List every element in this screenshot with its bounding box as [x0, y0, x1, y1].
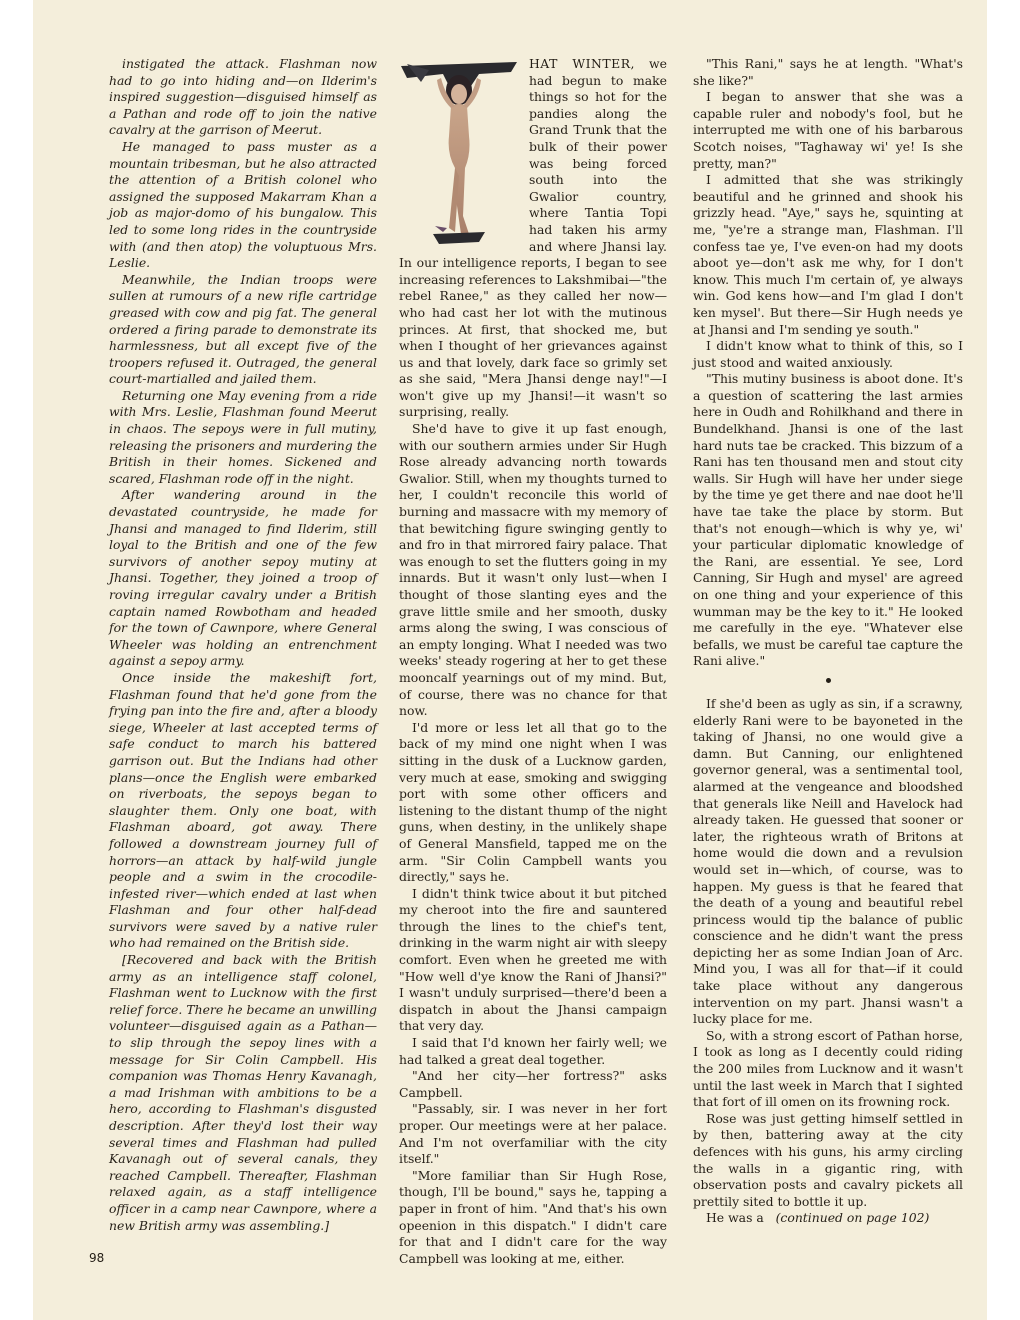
lead-text: we had begun to make things so hot for the pandies along the Grand Trunk that the bulk of their power was being forced south into the Gwalior country, where Tantia Topi had taken his army and where Jhansi lay. In our intelligence reports, I began to see increasing references to Lakshmibai—"the rebel Ranee," as they called her now—who had cast her lot with the mutinous princes. At first, that shocked me, but when I thought of her grievances against us and that lovely, dark face so grimly set as she said, "Mera Jhansi denge nay!"—I won't give up my Jhansi!—it wasn't so surprising, really.	[399, 56, 667, 420]
paragraph: I began to answer that she was a capable ruler and nobody's fool, but he interrupted me with one of his barbarous Scotch noises, "Taghaway wi' ye! Is she pretty, man?"	[693, 89, 963, 171]
paragraph: Rose was just getting himself settled in by then, battering away at the city defences with his guns, his army circling the walls in a gigantic ring, with observation posts and cavalry pickets all prettily sited to bottle it up.	[693, 1110, 963, 1209]
paragraph: Once inside the makeshift fort, Flashman found that he'd gone from the frying pan into the fire and, after a bloody siege, Wheeler at last accepted terms of safe conduct to march his battered garrison out. But the Indians had other plans—once the English were embarked on riverboats, the sepoys began to slaughter them. Only one boat, with Flashman aboard, got away. There followed a downstream journey full of horrors—an attack by half-wild jungle people and a swim in the crocodile-infested river—which ended at last when Flashman and four other half-dead survivors were saved by a native ruler who had remained on the British side.	[109, 669, 377, 951]
paragraph: instigated the attack. Flashman now had to go into hiding and—on Ilderim's inspired suggestion—disguised himself as a Pathan and rode off to join the native cavalry at the garrison of Meerut.	[109, 56, 377, 138]
final-text: He was a	[706, 1210, 764, 1226]
paragraph: "Passably, sir. I was never in her fort proper. Our meetings were at her palace. And I'm not overfamiliar with the city itself."	[399, 1101, 667, 1167]
paragraph: I didn't think twice about it but pitched my cheroot into the fire and sauntered through the lines to the chief's tent, drinking in the warm night air with sleepy comfort. Even when he greeted me with "How well d'ye know the Rani of Jhansi?" I wasn't unduly surprised—there'd been a dispatch in about the Jhansi campaign that very day.	[399, 885, 667, 1034]
paragraph: He managed to pass muster as a mountain tribesman, but he also attracted the attention of a British colonel who assigned the supposed Makarram Khan a job as major-domo of his bungalow. This led to some long rides in the countryside with (and then atop) the voluptuous Mrs. Leslie.	[109, 138, 377, 271]
paragraph: Returning one May evening from a ride with Mrs. Leslie, Flashman found Meerut in chaos. The sepoys were in full mutiny, releasing the prisoners and murdering the British in their homes. Sickened and scared, Flashman rode off in the night.	[109, 387, 377, 486]
continued-on-link[interactable]: (continued on page 102)	[775, 1210, 930, 1226]
paragraph: I said that I'd known her fairly well; we had talked a great deal together.	[399, 1035, 667, 1067]
magazine-page	[33, 0, 987, 1320]
paragraph: I didn't know what to think of this, so I just stood and waited anxiously.	[693, 338, 963, 370]
lead-small-caps: HAT WINTER,	[529, 56, 635, 71]
column-1-synopsis	[109, 56, 377, 1234]
paragraph: I admitted that she was strikingly beautiful and he grinned and shook his grizzly head. "Aye," says he, squinting at me, "ye're a strange man, Flashman. I'll confess tae ye, I've even-on had my doots aboot ye—don't ask me why, for I don't know. This much I'm certain of, ye always win. God kens how—and I'm glad I don't ken mysel'. But there—Sir Hugh needs ye at Jhansi and I'm sending ye south."	[693, 172, 963, 337]
paragraph: "And her city—her fortress?" asks Campbell.	[399, 1068, 667, 1100]
paragraph: After wandering around in the devastated countryside, he made for Jhansi and managed to find Ilderim, still loyal to the British and one of the few survivors of another sepoy mutiny at Jhansi. Together, they joined a troop of roving irregular cavalry under a British captain named Rowbotham and headed for the town of Cawnpore, where General Wheeler was holding an entrenchment against a sepoy army.	[109, 487, 377, 669]
section-break-dot	[693, 674, 963, 684]
paragraph: I'd more or less let all that go to the back of my mind one night when I was sitting in the dusk of a Lucknow garden, very much at ease, smoking and swigging port with some other officers and listening to the distant thump of the night guns, when destiny, in the unlikely shape of General Mansfield, tapped me on the arm. "Sir Colin Campbell wants you directly," says he.	[399, 719, 667, 885]
drop-cap-illustration	[399, 56, 521, 246]
paragraph: So, with a strong escort of Pathan horse, I took as long as I decently could riding the 200 miles from Lucknow and it wasn't until the last week in March that I sighted that fort of ill omen on its frowning rock.	[693, 1027, 963, 1110]
column-3	[693, 56, 963, 1227]
page-number: 98	[89, 1251, 105, 1265]
paragraph: "More familiar than Sir Hugh Rose, though, I'll be bound," says he, tapping a paper in front of him. "And that's his own opeenion in this dispatch." I didn't care for that and I didn't care for the way Campbell was looking at me, either.	[399, 1167, 667, 1266]
paragraph: "This Rani," says he at length. "What's she like?"	[693, 56, 963, 88]
paragraph: She'd have to give it up fast enough, with our southern armies under Sir Hugh Rose already advancing north towards Gwalior. Still, when my thoughts turned to her, I couldn't reconcile this world of burning and massacre with my memory of that bewitching figure swinging gently to and fro in that mirrored fairy palace. That was enough to set the flutters going in my innards. But it wasn't only lust—when I thought of those slanting eyes and the grave little smile and her smooth, dusky arms along the swing, I was conscious of an empty longing. What I needed was two weeks' steady rogering at her to get these mooncalf yearnings out of my mind. But, of course, there was no chance for that now.	[399, 421, 667, 719]
paragraph: "This mutiny business is aboot done. It's a question of scattering the last armies here in Oudh and Rohilkhand and there in Bundelkhand. Jhansi is one of the last hard nuts tae be cracked. This bizzum of a Rani has ten thousand men and stout city walls. Sir Hugh will have her under siege by the time ye get there and nae doot he'll have tae take the place by storm. But that's not enough—which is why ye, wi' your particular diplomatic knowledge of the Rani, are essential. Ye see, Lord Canning, Sir Hugh and mysel' are agreed on one thing and your experience of this wumman may be the key to it." He looked me carefully in the eye. "Whatever else befalls, we must be careful tae capture the Rani alive."	[693, 371, 963, 669]
paragraph: Meanwhile, the Indian troops were sullen at rumours of a new rifle cartridge greased with cow and pig fat. The general ordered a firing parade to demonstrate its harmlessness, but all except five of the troopers refused it. Outraged, the general court-martialled and jailed them.	[109, 271, 377, 387]
final-paragraph	[693, 1210, 963, 1227]
column-2	[399, 56, 667, 1267]
paragraph: If she'd been as ugly as sin, if a scrawny, elderly Rani were to be bayoneted in the taking of Jhansi, no one would give a damn. But Canning, our enlightened governor general, was a sentimental tool, alarmed at the vengeance and bloodshed that generals like Neill and Havelock had already taken. He guessed that sooner or later, the righteous wrath of Britons at home would die down and a revulsion would set in—which, of course, was to happen. My guess is that he feared that the death of a young and beautiful rebel princess would tip the balance of public conscience and he didn't want the press depicting her as some Indian Joan of Arc. Mind you, I was all for that—if it could take place without any dangerous intervention on my part. Jhansi wasn't a lucky place for me.	[693, 695, 963, 1027]
drop-cap-t-figure-icon	[399, 56, 521, 246]
paragraph: [Recovered and back with the British army as an intelligence staff colonel, Flashman went to Lucknow with the first relief force. There he became an unwilling volunteer—disguised again as a Pathan—to slip through the sepoy lines with a message for Sir Colin Campbell. His companion was Thomas Henry Kavanagh, a mad Irishman with ambitions to be a hero, according to Flashman's disgusted description. After they'd lost their way several times and Flashman had pulled Kavanagh out of several canals, they reached Campbell. Thereafter, Flashman relaxed again, as a staff intelligence officer in a camp near Cawnpore, where a new British army was assembling.]	[109, 952, 377, 1233]
